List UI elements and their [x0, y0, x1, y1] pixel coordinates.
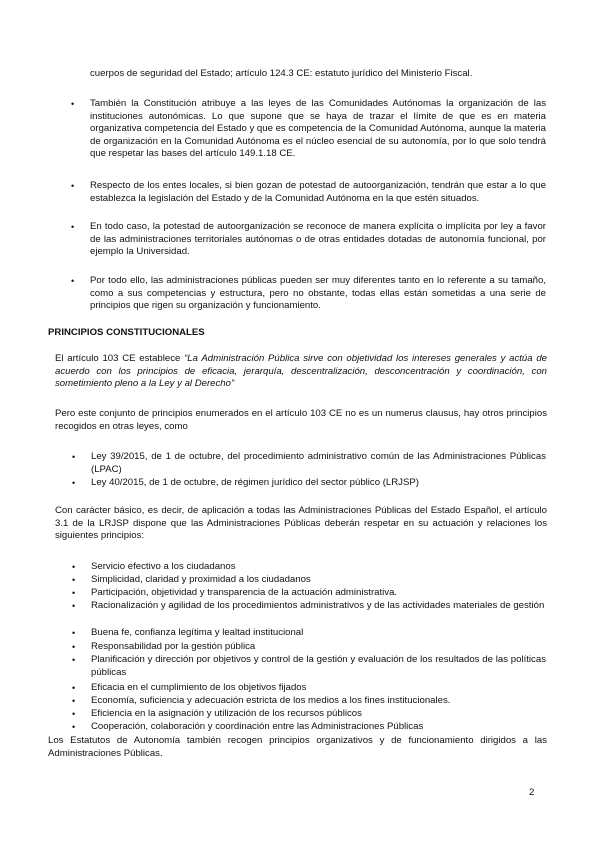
- bullet-marker: •: [72, 628, 76, 638]
- principle-item: Buena fe, confianza legítima y lealtad institucional: [91, 627, 304, 638]
- bullet-marker: •: [71, 181, 75, 191]
- principle-item: Simplicidad, claridad y proximidad a los ciudadanos: [91, 574, 311, 585]
- bullet-paragraph: Respecto de los entes locales, si bien gozan de potestad de autoorganización, tendrán que estar a lo que establezca la legislación del Estado y de la Comunidad Autónoma en la que estén situados.: [90, 180, 546, 204]
- bullet-marker: •: [71, 99, 75, 109]
- page-number: 2: [529, 787, 535, 798]
- bullet-marker: •: [72, 655, 76, 665]
- bullet-paragraph: Por todo ello, las administraciones públicas pueden ser muy diferentes tanto en lo referente a su tamaño, como a sus competencias y estructura, pero no obstante, todas ellas están sometidas a una serie de principios que rigen su organización y funcionamiento.: [90, 275, 546, 312]
- top-fragment: cuerpos de seguridad del Estado; artículo 124.3 CE: estatuto jurídico del Ministerio Fiscal.: [90, 68, 473, 79]
- principle-item: Economía, suficiencia y adecuación estricta de los medios a los fines institucionales.: [91, 695, 451, 706]
- estatutos-paragraph: Los Estatutos de Autonomía también recogen principios organizativos y de funcionamiento dirigidos a las Administraciones Públicas.: [48, 735, 547, 759]
- principle-item: Eficacia en el cumplimiento de los objetivos fijados: [91, 682, 307, 693]
- article-quote: “La Administración Pública sirve con objetividad los intereses generales y actúa de acuerdo con los principios de eficacia, jerarquía, descentralización, desconcentración y coordinación, con sometimiento pleno a la Ley y al Derecho”: [55, 353, 547, 390]
- bullet-marker: •: [72, 562, 76, 572]
- bullet-marker: •: [72, 709, 76, 719]
- bullet-marker: •: [72, 575, 76, 585]
- principle-item: Cooperación, colaboración y coordinación entre las Administraciones Públicas: [91, 721, 424, 732]
- article-103-paragraph: [55, 353, 547, 391]
- numerus-paragraph: Pero este conjunto de principios enumerados en el artículo 103 CE no es un numerus clausus, hay otros principios recogidos en otras leyes, como: [55, 408, 547, 432]
- bullet-marker: •: [72, 642, 76, 652]
- principle-item: Eficiencia en la asignación y utilización de los recursos públicos: [91, 708, 362, 719]
- law-item: Ley 40/2015, de 1 de octubre, de régimen jurídico del sector público (LRJSP): [91, 477, 419, 488]
- bullet-marker: •: [72, 683, 76, 693]
- principle-item: Responsabilidad por la gestión pública: [91, 641, 256, 652]
- law-item: Ley 39/2015, de 1 de octubre, del procedimiento administrativo común de las Administraciones Públicas (LPAC): [91, 451, 546, 475]
- article-intro: El artículo 103 CE establece: [55, 353, 181, 364]
- bullet-marker: •: [72, 722, 76, 732]
- bullet-marker: •: [72, 478, 76, 488]
- lrjsp-paragraph: Con carácter básico, es decir, de aplicación a todas las Administraciones Públicas del Estado Español, el artículo 3.1 de la LRJSP dispone que las Administraciones Públicas deberán respetar en su actuación y relaciones los siguientes principios:: [55, 505, 547, 542]
- bullet-paragraph: En todo caso, la potestad de autoorganización se reconoce de manera explícita o implícita por ley a favor de las administraciones territoriales autónomas o de otras entidades dotadas de autonomía funcional, por ejemplo la Universidad.: [90, 221, 546, 258]
- principle-item: Racionalización y agilidad de los procedimientos administrativos y de las actividades materiales de gestión: [91, 600, 545, 611]
- bullet-paragraph: También la Constitución atribuye a las leyes de las Comunidades Autónomas la organización de las instituciones autonómicas. Lo que supone que se haya de trazar el límite de que es en materia organizativa competencia del Estado y que es competencia de la Comunidad Autónoma, aunque la materia de organización en la Comunidad Autónoma es el núcleo esencial de su autonomía, por lo que solo tendrá que respetar las bases del artículo 149.1.18 CE.: [90, 98, 546, 160]
- bullet-marker: •: [72, 452, 76, 462]
- principle-item: Planificación y dirección por objetivos y control de la gestión y evaluación de los resultados de las políticas públicas: [91, 654, 546, 678]
- bullet-marker: •: [72, 601, 76, 611]
- bullet-marker: •: [71, 276, 75, 286]
- bullet-marker: •: [72, 696, 76, 706]
- bullet-marker: •: [72, 588, 76, 598]
- principle-item: Participación, objetividad y transparencia de la actuación administrativa.: [91, 587, 398, 598]
- bullet-marker: •: [71, 222, 75, 232]
- principle-item: Servicio efectivo a los ciudadanos: [91, 561, 236, 572]
- section-heading: PRINCIPIOS CONSTITUCIONALES: [48, 327, 205, 338]
